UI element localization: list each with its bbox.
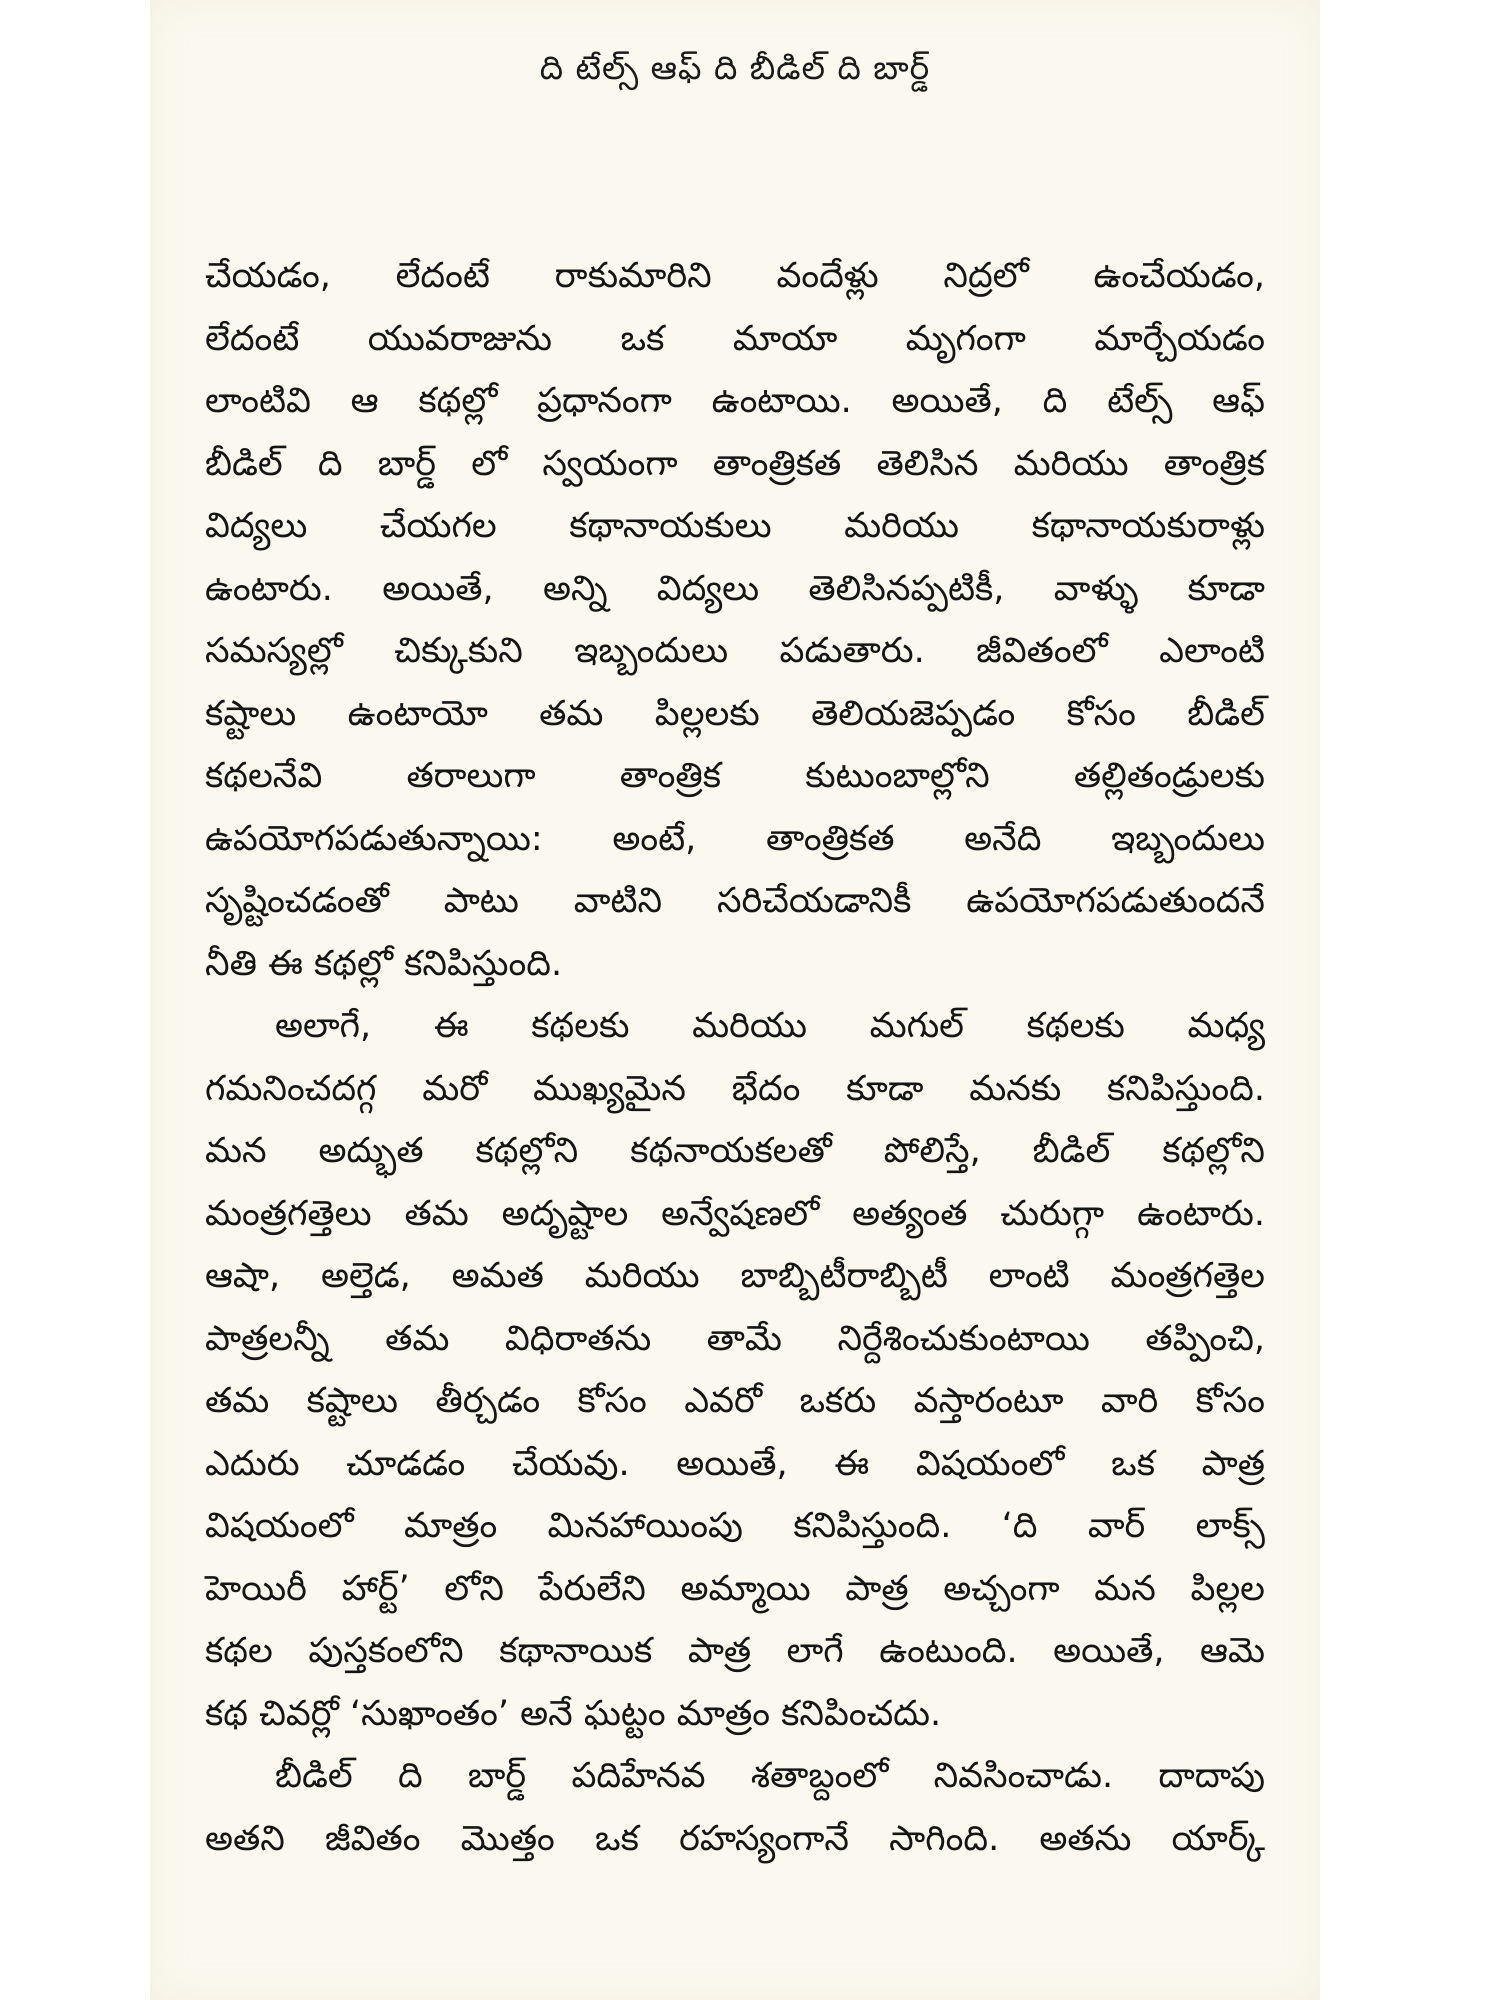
text-line: సమస్యల్లో చిక్కుకుని ఇబ్బందులు పడుతారు. జీవితంలో ఎలాంటి: [205, 631, 1265, 671]
text-line: కథ చివర్లో ‘సుఖాంతం’ అనే ఘట్టం మాత్రం కనిపించదు.: [205, 1693, 942, 1734]
text-line: చేయడం, లేదంటే రాకుమారిని వందేళ్లు నిద్రలో ఉంచేయడం,: [205, 256, 1265, 296]
paragraph-1: [205, 245, 1265, 995]
paragraph-2: [205, 995, 1265, 1745]
text-line: మంత్రగత్తెలు తమ అదృష్టాల అన్వేషణలో అత్యంత చురుగ్గా ఉంటారు.: [205, 1193, 1265, 1234]
text-line: లాంటివి ఆ కథల్లో ప్రధానంగా ఉంటాయి. అయితే, ది టేల్స్ ఆఫ్: [205, 381, 1265, 421]
text-line: ఆషా, అల్తెడ, అమత మరియు బాబ్బిటీరాబ్బిటీ లాంటి మంత్రగత్తెల: [205, 1256, 1265, 1296]
text-line: మన అద్భుత కథల్లోని కథనాయకలతో పోలిస్తే, బీడిల్ కథల్లోని: [205, 1131, 1265, 1171]
text-line: నీతి ఈ కథల్లో కనిపిస్తుంది.: [205, 943, 563, 984]
book-page: [150, 0, 1320, 2000]
text-line: బీడిల్ ది బార్డ్ పదిహేనవ శతాబ్దంలో నివసించాడు. దాదాపు: [275, 1756, 1265, 1796]
text-line: కష్టాలు ఉంటాయో తమ పిల్లలకు తెలియజెప్పడం కోసం బీడిల్: [205, 693, 1265, 734]
text-line: కథలనేవి తరాలుగా తాంత్రిక కుటుంబాల్లోని తల్లితండ్రులకు: [205, 756, 1265, 796]
text-line: బీడిల్ ది బార్డ్ లో స్వయంగా తాంత్రికత తెలిసిన మరియు తాంత్రిక: [205, 443, 1265, 484]
text-line: సృష్టించడంతో పాటు వాటిని సరిచేయడానికీ ఉపయోగపడుతుందనే: [205, 881, 1265, 921]
text-line: ఉపయోగపడుతున్నాయి: అంటే, తాంత్రికత అనేది ఇబ్బందులు: [205, 818, 1265, 859]
text-line: అతని జీవితం మొత్తం ఒక రహస్యంగానే సాగింది. అతను యార్క్: [205, 1818, 1265, 1859]
text-line: తమ కష్టాలు తీర్చడం కోసం ఎవరో ఒకరు వస్తారంటూ వారి కోసం: [205, 1381, 1265, 1421]
text-line: విద్యలు చేయగల కథానాయకులు మరియు కథానాయకురాళ్లు: [205, 506, 1265, 546]
text-line: పాత్రలన్నీ తమ విధిరాతను తామే నిర్దేశించుకుంటాయి తప్పించి,: [205, 1318, 1265, 1359]
text-line: హెయిరీ హార్ట్’ లోని పేరులేని అమ్మాయి పాత్ర అచ్చంగా మన పిల్లల: [205, 1568, 1265, 1609]
text-line: ఉంటారు. అయితే, అన్ని విద్యలు తెలిసినప్పటికీ, వాళ్ళు కూడా: [205, 568, 1265, 609]
text-line: లేదంటే యువరాజును ఒక మాయా మృగంగా మార్చేయడం: [205, 318, 1265, 359]
body-text: [205, 245, 1265, 1870]
paragraph-3: [205, 1745, 1265, 1870]
text-line: విషయంలో మాత్రం మినహాయింపు కనిపిస్తుంది. ‘ది వార్ లాక్స్: [205, 1506, 1265, 1546]
running-header: ది టేల్స్ ఆఫ్ ది బీడిల్ ది బార్డ్: [539, 48, 931, 87]
text-line: గమనించదగ్గ మరో ముఖ్యమైన భేదం కూడా మనకు కనిపిస్తుంది.: [205, 1068, 1265, 1109]
text-line: కథల పుస్తకంలోని కథానాయిక పాత్ర లాగే ఉంటుంది. అయితే, ఆమె: [205, 1631, 1265, 1671]
text-line: అలాగే, ఈ కథలకు మరియు మగుల్ కథలకు మధ్య: [275, 1006, 1265, 1046]
text-line: ఎదురు చూడడం చేయవు. అయితే, ఈ విషయంలో ఒక పాత్ర: [205, 1443, 1265, 1484]
